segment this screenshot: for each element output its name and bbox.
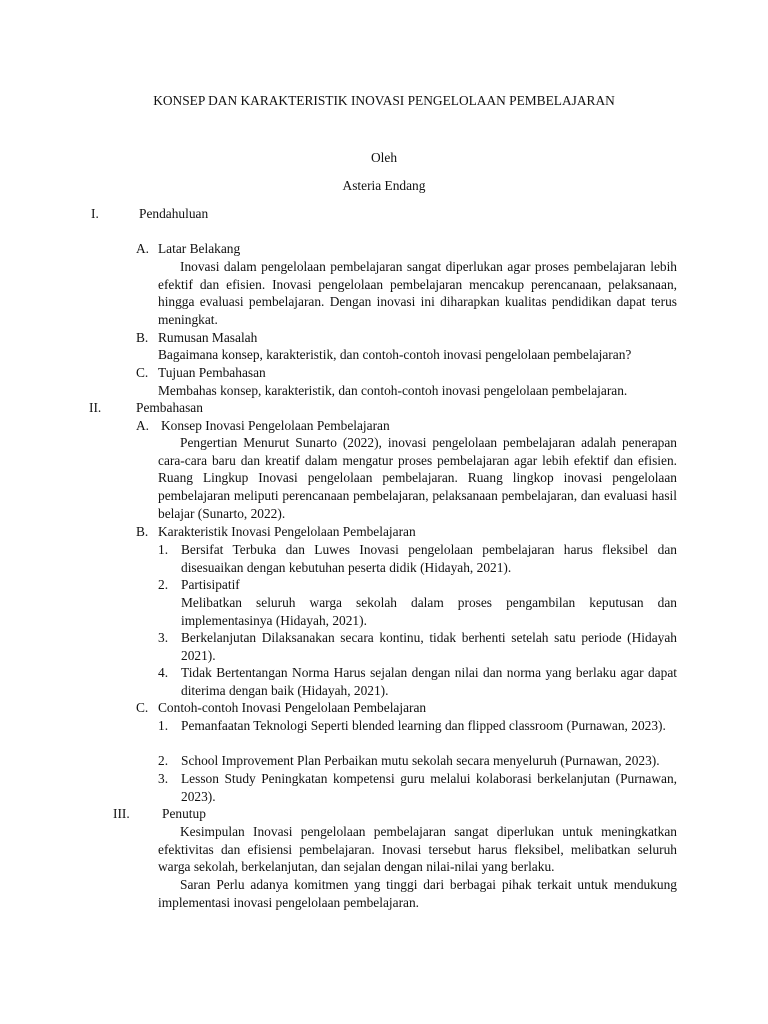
s1-c-paragraph: Membahas konsep, karakteristik, dan contoh-contoh inovasi pengelolaan pembelajaran. [158,383,628,398]
s2-b-item-2-text: Melibatkan seluruh warga sekolah dalam proses pengambilan keputusan dan implementasinya (Hidayah, 2021). [181,595,677,628]
byline: Oleh [370,150,398,165]
s1-b-heading: Rumusan Masalah [158,330,258,345]
s2-c-item-1-text: Pemanfaatan Teknologi Seperti blended learning dan flipped classroom (Purnawan, 2023). [181,718,666,733]
s2-c-item-2-number: 2. [158,753,169,768]
s1-c-heading: Tujuan Pembahasan [158,365,266,380]
section-2-number: II. [89,400,102,415]
s2-a-heading: Konsep Inovasi Pengelolaan Pembelajaran [161,418,390,433]
s2-b-item-4-text: Tidak Bertentangan Norma Harus sejalan dengan nilai dan norma yang berlaku agar dapat diterima dengan baik (Hidayah, 2021). [181,665,677,698]
s2-c-item-2-text: School Improvement Plan Perbaikan mutu sekolah secara menyeluruh (Purnawan, 2023). [181,753,660,768]
s1-b-paragraph: Bagaimana konsep, karakteristik, dan contoh-contoh inovasi pengelolaan pembelajaran? [158,347,632,362]
s3-suggestion-paragraph: Saran Perlu adanya komitmen yang tinggi dari berbagai pihak terkait untuk mendukung implementasi inovasi pengelolaan pembelajaran. [158,877,677,910]
s2-b-heading: Karakteristik Inovasi Pengelolaan Pembelajaran [158,524,416,539]
section-1-number: I. [91,206,99,221]
s2-b-item-2-number: 2. [158,577,169,592]
s2-c-item-1-number: 1. [158,718,169,733]
section-1-title: Pendahuluan [139,206,209,221]
s1-b-marker: B. [136,330,149,345]
section-3-number: III. [113,806,130,821]
s2-b-item-3-number: 3. [158,630,169,645]
s1-a-marker: A. [136,241,150,256]
s1-c-marker: C. [136,365,149,380]
s2-c-item-3-text: Lesson Study Peningkatan kompetensi guru melalui kolaborasi berkelanjutan (Purnawan, 2023). [181,771,677,804]
s1-a-heading: Latar Belakang [158,241,241,256]
s1-a-paragraph: Inovasi dalam pengelolaan pembelajaran sangat diperlukan agar proses pembelajaran lebih efektif dan efisien. Inovasi pengelolaan pembelajaran mencakup perencanaan, pelaksanaan, hingga evaluasi pembelajaran. Dengan inovasi ini diharapkan kualitas pendidikan dapat terus meningkat. [158,259,677,328]
s2-b-item-2-heading: Partisipatif [181,577,240,592]
document-title: KONSEP DAN KARAKTERISTIK INOVASI PENGELOLAAN PEMBELAJARAN [153,93,615,108]
section-2-title: Pembahasan [136,400,203,415]
author-name: Asteria Endang [342,178,426,193]
s2-b-item-3-text: Berkelanjutan Dilaksanakan secara kontinu, tidak berhenti setelah satu periode (Hidayah 2021). [181,630,677,663]
s2-b-item-1-number: 1. [158,542,169,557]
s2-a-marker: A. [136,418,150,433]
section-3-title: Penutup [162,806,206,821]
s2-b-item-4-number: 4. [158,665,169,680]
s3-conclusion-paragraph: Kesimpulan Inovasi pengelolaan pembelajaran sangat diperlukan untuk meningkatkan efektivitas dan efisiensi pembelajaran. Inovasi tersebut harus fleksibel, melibatkan seluruh warga sekolah, berkelanjutan, dan sejalan dengan nilai-nilai yang berlaku. [158,824,677,875]
s2-b-item-1-text: Bersifat Terbuka dan Luwes Inovasi pengelolaan pembelajaran harus fleksibel dan disesuaikan dengan kebutuhan peserta didik (Hidayah, 2021). [181,542,677,575]
s2-b-marker: B. [136,524,149,539]
s2-c-marker: C. [136,700,149,715]
s2-a-paragraph: Pengertian Menurut Sunarto (2022), inovasi pengelolaan pembelajaran adalah penerapan cara-cara baru dan kreatif dalam mengatur proses pembelajaran agar lebih efektif dan efisien. Ruang Lingkup Inovasi pengelolaan pembelajaran. Ruang lingkop inovasi pengelolaan pembelajaran meliputi perencanaan pembelajaran, pelaksanaan pembelajaran, dan evaluasi hasil belajar (Sunarto, 2022). [158,435,677,521]
s2-c-item-3-number: 3. [158,771,169,786]
s2-c-heading: Contoh-contoh Inovasi Pengelolaan Pembelajaran [158,700,427,715]
